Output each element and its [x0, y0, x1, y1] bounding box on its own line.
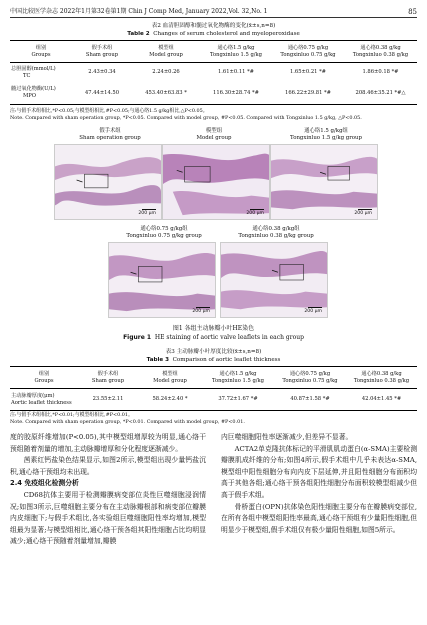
histology-image-tongxinluo-0-75 [108, 242, 216, 318]
table3-header-row [10, 367, 417, 389]
paragraph: 度的胶原纤维增加(P<0.05),其中模型组增厚较为明显,通心络干预组随着剂量的增加,主动脉瓣增厚和分化程度逐渐减少。 [10, 433, 206, 453]
table2-note-cn: 注:与假手术组相比,*P<0.05;与模型组相比,#P<0.05;与通心络1.5 g/kg相比,△P<0.05。 [10, 108, 208, 114]
paragraph: 内巨噬细胞阳性率逐渐减少,但差异不显著。 [221, 433, 353, 441]
table2-header-cell: 通心络0.38 g/kg Tongxinluo 0.38 g/kg [352, 44, 409, 58]
table3-note-en: Note. Compared with sham operation group, *P<0.01. Compared with model group, #P<0.01. [10, 419, 245, 425]
table3 [10, 366, 417, 411]
table2-header-cell: 模型组 Model group [149, 44, 183, 58]
table-cell: 453.40±63.83 * [145, 89, 187, 96]
paragraph: ACTA2单克隆抗体标记的平滑肌肌动蛋白(α-SMA)主要检测瓣膜肌成纤维的分布;如图4所示,假手术组中几乎未表达α-SMA,模型组中阳性细胞分布向内皮下层延伸,并且阳性细胞分布面积均高于其他各组;通心络干预各组阳性细胞分布面积较模型组减少但高于假手术组。 [221, 444, 417, 499]
table2 [10, 40, 417, 105]
table2-row-label: 髓过氧化物酶(U/L) MPO [11, 86, 56, 100]
paragraph: 骨桥蛋白(OPN)抗体染色阳性细胞主要分布在瓣膜病变部位,在所有各组中模型组阳性率最高,通心络干预组有少量阳性细胞,但明显少于模型组,假手术组仅有极少量阳性细胞,如图5所示。 [221, 502, 417, 534]
table3-caption-cn: 表3 主动脉瓣小叶厚度比较(x̄±s,n=8) [165, 349, 262, 355]
table-cell: 2.24±0.26 [152, 69, 180, 76]
table2-row-label: 总胆固醇(mmol/L) TC [11, 65, 56, 79]
table-cell: 42.04±1.45 *# [361, 396, 402, 402]
table-cell: 47.44±14.50 [84, 89, 120, 96]
figure1-caption-en-text: HE staining of aortic valve leaflets in each group [154, 334, 304, 341]
histology-image-tongxinluo-0-38 [220, 242, 328, 318]
running-header [10, 6, 417, 18]
table-cell: 37.72±1.67 *# [218, 396, 258, 402]
section-heading: 2.4 免疫组化检测分析 [10, 479, 79, 488]
table2-header-cell: 假手术组 Sham group [85, 44, 119, 58]
figure-panel-label: 模型组 Model group [196, 128, 232, 141]
table-row [10, 83, 417, 105]
figure-panel-label: 通心络1.5 g/kg组 Tongxinluo 1.5 g/kg group [290, 128, 362, 141]
table-cell: 208.46±35.21 *#△ [355, 89, 406, 96]
table3-note-cn: 注:与假手术组相比,*P<0.01;与模型组相比,#P<0.01。 [10, 412, 133, 418]
table2-caption-en-text: Changes of serum cholesterol and myeloperoxidase [153, 31, 300, 37]
figure-panel-label: 通心络0.75 g/kg组 Tongxinluo 0.75 g/kg group [126, 226, 202, 239]
table3-header-cell: 假手术组 Sham group [91, 370, 125, 384]
body-column-left [10, 432, 206, 548]
running-title: 中国比较医学杂志 2022年1月第32卷第1期 Chin J Comp Med, January 2022,Vol. 32,No. 1 [10, 8, 268, 15]
table2-header-row [10, 41, 417, 63]
table2-header-cell: 组别 Groups [31, 44, 51, 58]
table2-caption-cn: 表2 血清胆固醇和髓过氧化物酶的变化(x̄±s,n=8) [151, 23, 276, 29]
histology-image-tongxinluo-1-5 [270, 144, 378, 220]
figure-panel-label: 假手术组 Sham operation group [79, 128, 141, 141]
table-row [10, 389, 417, 411]
scale-bar: 200 μm [192, 309, 210, 314]
paragraph: CD68抗体主要用于检测瓣膜病变部位炎性巨噬细胞浸润情况;如图3所示,巨噬细胞主要分布在主动脉瓣根部和病变部位瓣膜内皮细胞下;与假手术组比,各实验组巨噬细胞阳性率均增加,模型组最为显著;与模型组相比,通心络干预各组其阳性细胞占比均明显减少;通心络干预随着剂量增加,瓣膜 [10, 490, 206, 546]
table-row [10, 63, 417, 83]
body-column-right [221, 432, 417, 536]
table-cell: 116.30±28.74 *# [213, 89, 259, 96]
table-cell: 40.87±1.58 *# [290, 396, 330, 402]
table3-header-cell: 模型组 Model group [153, 370, 187, 384]
table-cell: 58.24±2.40 * [152, 396, 188, 402]
figure1-caption-cn: 图1 各组主动脉瓣小叶HE染色 [172, 325, 255, 332]
figure1-label: Figure 1 [123, 334, 152, 341]
scale-bar: 200 μm [354, 211, 372, 216]
table-cell: 2.43±0.34 [88, 69, 116, 76]
table2-caption-en [10, 30, 417, 38]
table2-header-cell: 通心络0.75 g/kg Tongxinluo 0.75 g/kg [280, 44, 336, 58]
table-cell: 1.61±0.11 *# [217, 69, 255, 76]
page-number: 85 [408, 8, 417, 16]
histology-image-sham [54, 144, 162, 220]
scale-bar: 200 μm [246, 211, 264, 216]
table-cell: 23.55±2.11 [92, 396, 124, 402]
table3-caption-en [10, 356, 417, 364]
paragraph: 茜素红钙盐染色结果显示,如图2所示,模型组出现少量钙盐沉积,通心络干预组均未出现。 [10, 456, 206, 476]
table-cell: 1.86±0.18 *# [362, 69, 399, 76]
table3-caption-en-text: Comparison of aortic leaflet thickness [172, 357, 281, 363]
figure-panel-label: 通心络0.38 g/kg组 Tongxinluo 0.38 g/kg group [238, 226, 314, 239]
table3-header-cell: 组别 Groups [34, 370, 54, 384]
table2-note-en: Note. Compared with sham operation group, *P<0.05. Compared with model group, #P<0.05. Compared with Tongxinluo 1.5 g/kg, △P<0.05. [10, 115, 362, 121]
table2-header-cell: 通心络1.5 g/kg Tongxinluo 1.5 g/kg [210, 44, 262, 58]
table3-header-cell: 通心络0.38 g/kg Tongxinluo 0.38 g/kg [353, 370, 410, 384]
scale-bar: 200 μm [304, 309, 322, 314]
table-cell: 1.65±0.21 *# [289, 69, 327, 76]
table2-label: Table 2 [127, 31, 150, 37]
scale-bar: 200 μm [138, 211, 156, 216]
table-cell: 166.22±29.81 *# [285, 89, 331, 96]
table3-header-cell: 通心络1.5 g/kg Tongxinluo 1.5 g/kg [212, 370, 264, 384]
histology-image-model [162, 144, 270, 220]
table3-label: Table 3 [146, 357, 170, 363]
figure1-caption-en [10, 333, 417, 342]
table3-header-cell: 通心络0.75 g/kg Tongxinluo 0.75 g/kg [282, 370, 338, 384]
table3-row-label: 主动脉瓣厚度(μm) Aortic leaflet thickness [11, 392, 72, 406]
